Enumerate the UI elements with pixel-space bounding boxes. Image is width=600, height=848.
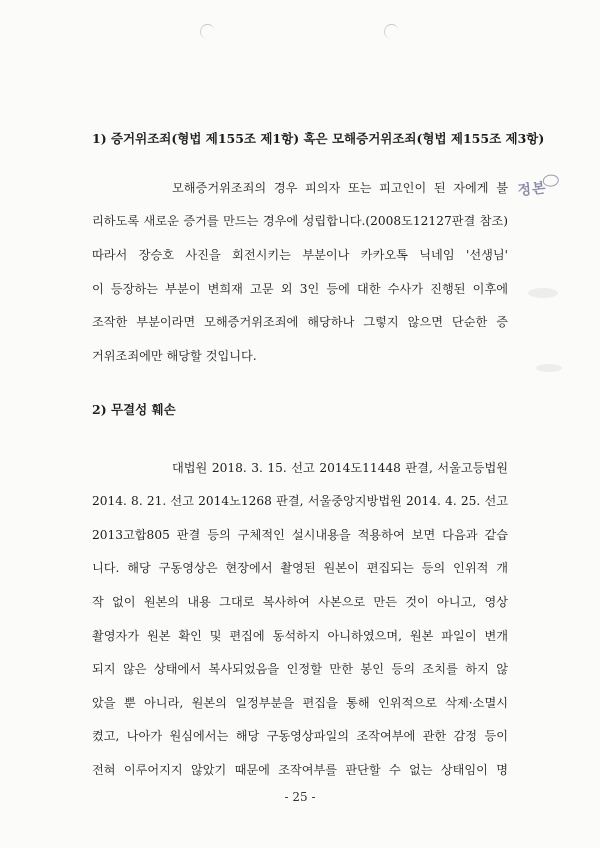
- paragraph-line: 이 등장하는 부분이 변희재 고문 외 3인 등에 대한 수사가 진행된 이후에: [92, 282, 508, 296]
- paragraph-line: 리하도록 새로운 증거를 만드는 경우에 성립합니다.(2008도12127판결 참조): [92, 214, 508, 228]
- paragraph-line: 따라서 장승호 사진을 회전시키는 부분이나 카카오톡 닉네임 '선생님': [92, 248, 508, 262]
- section-heading-1: 1) 증거위조죄(형법 제155조 제1항) 혹은 모해증거위조죄(형법 제155조 제3항): [92, 131, 545, 146]
- paragraph-line: 작 없이 원본의 내용 그대로 복사하여 사본으로 만든 것이 아니고, 영상: [92, 595, 508, 609]
- scan-smudge: [528, 288, 558, 298]
- punch-hole-mark: [384, 24, 399, 39]
- paragraph-line: 니다. 해당 구동영상은 현장에서 촬영된 원본이 편집되는 등의 인위적 개: [92, 561, 508, 575]
- page-number: - 25 -: [284, 790, 316, 804]
- paragraph-line: 2013고합805 판결 등의 구체적인 설시내용을 적용하여 보면 다음과 같습: [92, 528, 508, 542]
- paragraph-line: 켰고, 나아가 원심에서는 해당 구동영상파일의 조작여부에 관한 감정 등이: [92, 729, 508, 743]
- paragraph-line: 거위조죄에만 해당할 것입니다.: [92, 349, 257, 363]
- stamp-ring-mark: [542, 174, 559, 188]
- section-heading-2: 2) 무결성 훼손: [92, 402, 176, 417]
- paragraph-line: 전혀 이루어지지 않았기 때문에 조작여부를 판단할 수 없는 상태임이 명: [92, 763, 508, 777]
- certified-copy-stamp: [517, 176, 560, 210]
- paragraph-line: 되지 않은 상태에서 복사되었음을 인정할 만한 봉인 등의 조치를 하지 않: [92, 662, 508, 676]
- paragraph-line: 2014. 8. 21. 선고 2014노1268 판결, 서울중앙지방법원 2014. 4. 25. 선고: [92, 494, 508, 508]
- paragraph-line: 았을 뿐 아니라, 원본의 일정부분을 편집을 통해 인위적으로 삭제·소멸시: [92, 696, 508, 710]
- scan-smudge: [536, 364, 562, 372]
- stamp-text: 정본: [516, 180, 548, 200]
- punch-hole-mark: [200, 24, 215, 39]
- paragraph-line: 모해증거위조죄의 경우 피의자 또는 피고인이 된 자에게 불: [172, 181, 508, 195]
- paragraph-line: 촬영자가 원본 확인 및 편집에 동석하지 아니하였으며, 원본 파일이 변개: [92, 629, 508, 643]
- paragraph-line: 조작한 부분이라면 모해증거위조죄에 해당하나 그렇지 않으면 단순한 증: [92, 315, 508, 329]
- paragraph-line: 대법원 2018. 3. 15. 선고 2014도11448 판결, 서울고등법원: [172, 461, 508, 475]
